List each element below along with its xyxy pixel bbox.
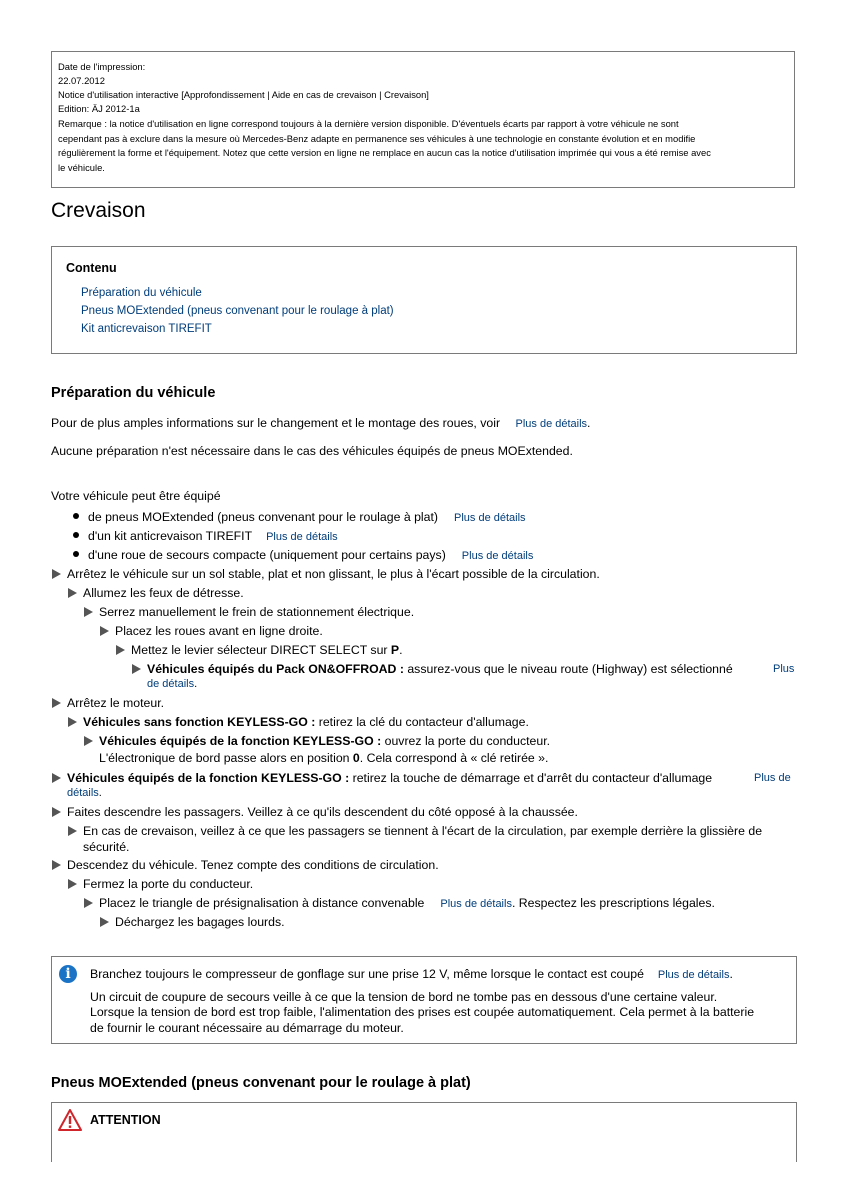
step-arrow-icon bbox=[68, 588, 77, 598]
print-date-label: Date de l'impression: bbox=[58, 61, 146, 72]
remark-line: cependant pas à exclure dans la mesure où Mercedes-Benz adapte en permanence ses véhicules à une technologie en constante évolution et en modifie bbox=[58, 132, 696, 144]
table-of-contents bbox=[51, 246, 797, 354]
period: . bbox=[587, 416, 591, 430]
remark-line: le véhicule. bbox=[58, 161, 105, 173]
notice-path: Notice d'utilisation interactive [Approfondissement | Aide en cas de crevaison | Crevaison] bbox=[58, 89, 429, 100]
list-item-text: de pneus MOExtended (pneus convenant pour le roulage à plat) bbox=[88, 510, 439, 524]
step-text bbox=[99, 896, 715, 910]
more-details-link[interactable]: Plus de détails bbox=[657, 969, 730, 981]
period: . bbox=[729, 967, 733, 981]
step-text bbox=[83, 715, 529, 729]
step-text: En cas de crevaison, veillez à ce que les passagers se tiennent à l'écart de la circulation, par exemple derrière la glissière de bbox=[83, 824, 763, 838]
list-item bbox=[88, 529, 338, 543]
paragraph-text: Pour de plus amples informations sur le changement et le montage des roues, voir bbox=[51, 416, 501, 430]
step-arrow-icon bbox=[52, 698, 61, 708]
more-details-link[interactable]: Plus de détails bbox=[440, 898, 512, 910]
step-text: Placez les roues avant en ligne droite. bbox=[115, 624, 323, 638]
print-info-box bbox=[51, 51, 795, 188]
step-arrow-icon bbox=[84, 898, 93, 908]
step-text: Arrêtez le véhicule sur un sol stable, plat et non glissant, le plus à l'écart possible de la circulation. bbox=[67, 567, 600, 581]
list-item bbox=[88, 510, 526, 524]
step-arrow-icon bbox=[68, 826, 77, 836]
step-arrow-icon bbox=[68, 879, 77, 889]
bullet-dot bbox=[73, 551, 79, 557]
step-text: Fermez la porte du conducteur. bbox=[83, 877, 254, 891]
ignition-position: 0 bbox=[352, 751, 360, 765]
warning-box bbox=[51, 1102, 797, 1162]
step-arrow-icon bbox=[52, 860, 61, 870]
step-arrow-icon bbox=[84, 736, 93, 746]
step-arrow-icon bbox=[52, 807, 61, 817]
info-text-part: Branchez toujours le compresseur de gonflage sur une prise 12 V, même lorsque le contact est coupé bbox=[90, 967, 644, 981]
info-text bbox=[90, 967, 733, 981]
step-text bbox=[99, 734, 550, 748]
bullet-dot bbox=[73, 532, 79, 538]
step-text-part: . bbox=[399, 643, 403, 657]
step-condition: Véhicules équipés du Pack ON&OFFROAD : bbox=[147, 662, 404, 676]
toc-link-tirefit[interactable]: Kit anticrevaison TIREFIT bbox=[81, 323, 212, 335]
more-details-link[interactable]: Plus de détails bbox=[266, 531, 338, 543]
step-text-part: retirez la touche de démarrage et d'arrêt du contacteur d'allumage bbox=[349, 771, 713, 785]
step-text bbox=[147, 662, 733, 676]
section-heading-preparation: Préparation du véhicule bbox=[51, 385, 216, 401]
step-text-part: assurez-vous que le niveau route (Highway) est sélectionné bbox=[403, 662, 733, 676]
warning-triangle-icon bbox=[58, 1109, 82, 1131]
step-text bbox=[99, 751, 548, 765]
step-text-part: ouvrez la porte du conducteur. bbox=[381, 734, 551, 748]
info-icon: i bbox=[59, 965, 77, 983]
section-heading-moextended: Pneus MOExtended (pneus convenant pour le roulage à plat) bbox=[51, 1075, 471, 1091]
bullet-dot bbox=[73, 513, 79, 519]
step-arrow-icon bbox=[68, 717, 77, 727]
more-details-link-cont[interactable]: détails. bbox=[67, 787, 102, 799]
step-condition: Véhicules équipés de la fonction KEYLESS-GO : bbox=[99, 734, 382, 748]
remark-line: régulièrement la forme et l'équipement. Notez que cette version en ligne ne remplace en aucun cas la notice d'utilisation imprimée qui vous a été remise avec bbox=[58, 147, 711, 158]
step-text-part: L'électronique de bord passe alors en position bbox=[99, 751, 353, 765]
gear-position: P bbox=[390, 643, 400, 657]
toc-link-moextended[interactable]: Pneus MOExtended (pneus convenant pour le roulage à plat) bbox=[81, 305, 394, 317]
step-arrow-icon bbox=[84, 607, 93, 617]
step-text: Serrez manuellement le frein de stationnement électrique. bbox=[99, 605, 415, 619]
info-note-box bbox=[51, 956, 797, 1044]
paragraph: Aucune préparation n'est nécessaire dans le cas des véhicules équipés de pneus MOExtended. bbox=[51, 444, 573, 458]
step-arrow-icon bbox=[100, 917, 109, 927]
step-text: Faites descendre les passagers. Veillez à ce qu'ils descendent du côté opposé à la chaussée. bbox=[67, 805, 578, 819]
more-details-link[interactable]: Plus bbox=[773, 663, 795, 675]
paragraph: Votre véhicule peut être équipé bbox=[51, 489, 221, 503]
more-details-link[interactable]: Plus de détails bbox=[454, 512, 526, 524]
step-arrow-icon bbox=[52, 773, 61, 783]
info-text: de fournir le courant nécessaire au démarrage du moteur. bbox=[90, 1021, 404, 1035]
step-arrow-icon bbox=[116, 645, 125, 655]
print-date: 22.07.2012 bbox=[58, 75, 105, 86]
step-text-part: Mettez le levier sélecteur DIRECT SELECT sur bbox=[131, 643, 391, 657]
more-details-link[interactable]: Plus de détails bbox=[515, 418, 588, 430]
step-arrow-icon bbox=[132, 664, 141, 674]
warning-label: ATTENTION bbox=[90, 1113, 161, 1127]
list-item-text: d'une roue de secours compacte (uniquement pour certains pays) bbox=[88, 548, 446, 562]
info-text: Lorsque la tension de bord est trop faible, l'alimentation des prises est coupée automatiquement. Cela permet à la batterie bbox=[90, 1005, 755, 1019]
step-text: Descendez du véhicule. Tenez compte des conditions de circulation. bbox=[67, 858, 439, 872]
step-text: sécurité. bbox=[83, 840, 130, 854]
step-arrow-icon bbox=[100, 626, 109, 636]
remark-line: Remarque : la notice d'utilisation en ligne correspond toujours à la dernière version disponible. D'éventuels écarts par rapport à votre véhicule ne sont bbox=[58, 118, 679, 129]
more-details-link[interactable]: Plus de détails bbox=[461, 550, 534, 562]
list-item bbox=[88, 548, 533, 562]
step-text bbox=[67, 771, 712, 785]
page-title: Crevaison bbox=[51, 199, 146, 222]
step-text-part: . Respectez les prescriptions légales. bbox=[511, 896, 715, 910]
toc-link-preparation[interactable]: Préparation du véhicule bbox=[81, 287, 202, 299]
step-text-part: retirez la clé du contacteur d'allumage. bbox=[315, 715, 529, 729]
step-text: Arrêtez le moteur. bbox=[67, 696, 165, 710]
info-text: Un circuit de coupure de secours veille à ce que la tension de bord ne tombe pas en dessous d'une certaine valeur. bbox=[90, 990, 718, 1004]
step-text: Déchargez les bagages lourds. bbox=[115, 915, 285, 929]
edition: Edition: ÄJ 2012-1a bbox=[58, 103, 140, 114]
more-details-link[interactable]: Plus de bbox=[754, 772, 791, 784]
step-condition: Véhicules sans fonction KEYLESS-GO : bbox=[83, 715, 316, 729]
step-text: Allumez les feux de détresse. bbox=[83, 586, 244, 600]
step-arrow-icon bbox=[52, 569, 61, 579]
step-condition: Véhicules équipés de la fonction KEYLESS-GO : bbox=[67, 771, 350, 785]
paragraph bbox=[51, 416, 590, 430]
more-details-link-cont[interactable]: de détails. bbox=[147, 678, 198, 690]
step-text bbox=[131, 643, 403, 657]
step-text-part: Placez le triangle de présignalisation à distance convenable bbox=[99, 896, 425, 910]
step-text-part: . Cela correspond à « clé retirée ». bbox=[359, 751, 549, 765]
toc-heading: Contenu bbox=[66, 261, 117, 275]
list-item-text: d'un kit anticrevaison TIREFIT bbox=[88, 529, 253, 543]
